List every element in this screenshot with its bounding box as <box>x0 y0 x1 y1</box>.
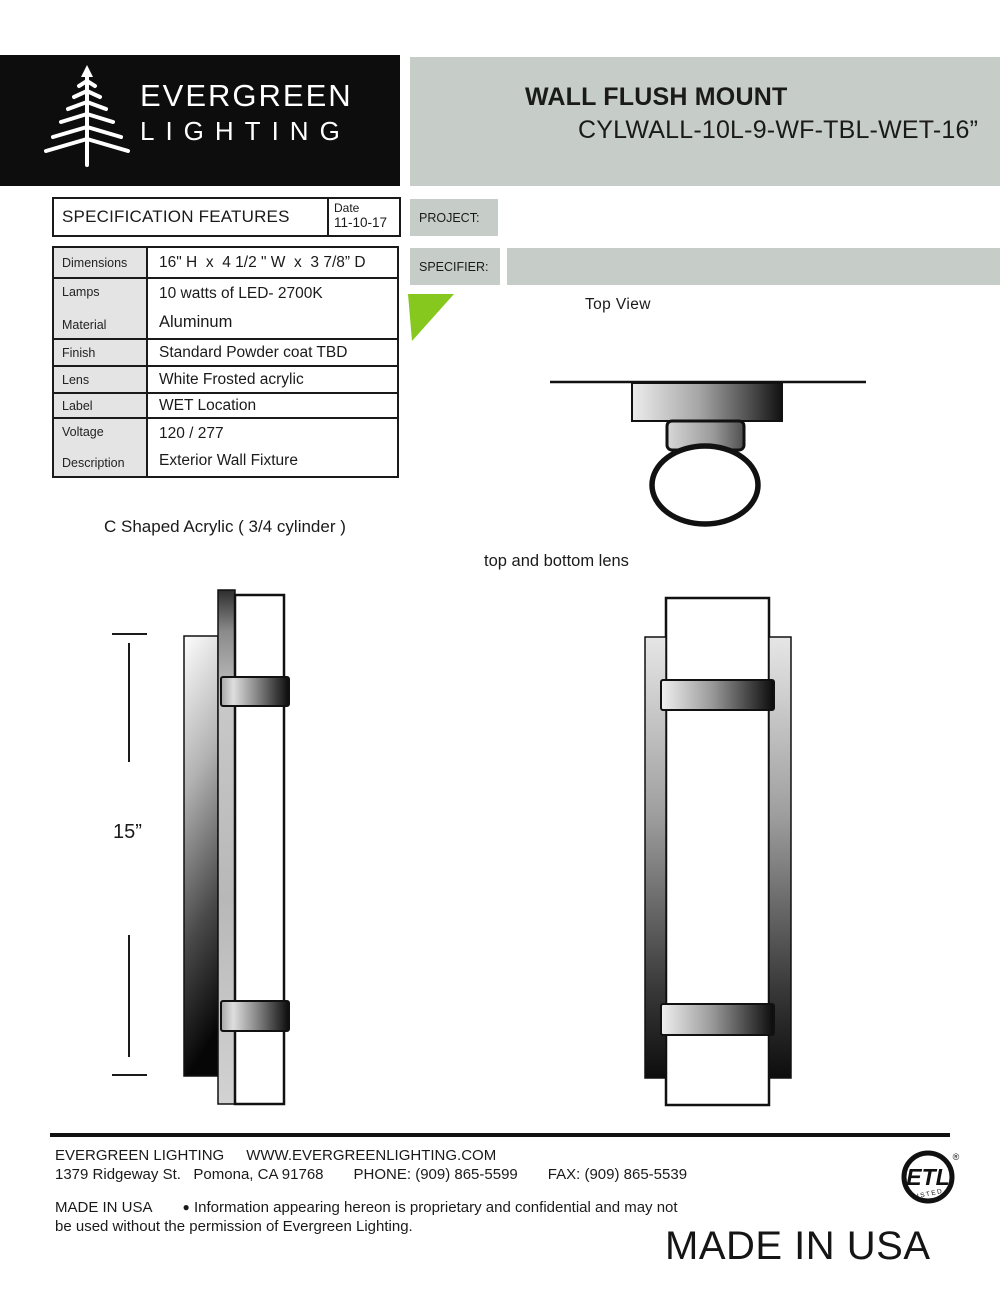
product-model-number: CYLWALL-10L-9-WF-TBL-WET-16” <box>578 116 979 144</box>
specifier-label: SPECIFIER: <box>419 259 489 274</box>
spec-label: Description <box>62 456 125 470</box>
brand-logo-box <box>0 55 400 186</box>
spec-row-voltage-description <box>54 419 397 476</box>
spec-value: 10 watts of LED- 2700K <box>159 285 323 302</box>
dimension-line-15in <box>112 634 147 1075</box>
spec-value: Exterior Wall Fixture <box>159 452 298 469</box>
project-field <box>410 199 498 236</box>
spec-label: Dimensions <box>62 255 128 270</box>
company-phone: PHONE: (909) 865-5599 <box>353 1166 518 1183</box>
registered-trademark-icon: ® <box>952 1152 960 1162</box>
spec-label: Lens <box>62 372 90 387</box>
bullet-icon: ● <box>182 1200 190 1214</box>
footer-notice-line1 <box>55 1199 678 1216</box>
brand-name-bottom: LIGHTING <box>140 116 351 147</box>
footer-company-line <box>55 1147 496 1164</box>
height-dimension-label: 15” <box>113 821 142 843</box>
mounting-plate <box>632 383 782 421</box>
spec-row-lamps-material <box>54 279 397 340</box>
made-in-usa-small: MADE IN USA <box>55 1199 153 1216</box>
product-header <box>410 57 1000 186</box>
etl-listed-logo <box>900 1148 962 1206</box>
brand-wordmark <box>140 79 353 147</box>
spec-table-title: SPECIFICATION FEATURES <box>62 207 290 226</box>
company-fax: FAX: (909) 865-5539 <box>547 1166 688 1183</box>
brand-name-top: EVERGREEN <box>140 78 353 113</box>
spec-label: Finish <box>62 345 96 360</box>
top-band <box>221 677 289 706</box>
bottom-band <box>661 1004 774 1035</box>
front-view-drawing <box>630 590 800 1115</box>
footer-address-line <box>55 1166 687 1183</box>
specifier-field <box>410 248 500 285</box>
date-value: 11-10-17 <box>334 215 388 231</box>
product-type-title: WALL FLUSH MOUNT <box>525 83 788 111</box>
spec-value: 16" H x 4 1/2 " W x 3 7/8” D <box>159 253 366 271</box>
cylinder-lens-ellipse <box>652 446 758 524</box>
project-label: PROJECT: <box>419 210 480 225</box>
lens-caption: top and bottom lens <box>484 552 629 570</box>
notice-text-1: Information appearing hereon is proprietary and confidential and may not <box>193 1199 678 1216</box>
specifier-entry-bar <box>507 248 1000 285</box>
notice-text-2: be used without the permission of Evergreen Lighting. <box>55 1218 413 1235</box>
date-label: Date <box>334 201 360 215</box>
spec-label: Label <box>62 398 93 413</box>
spec-row-dimensions <box>54 248 397 279</box>
top-view-drawing <box>540 372 880 532</box>
etl-mark-text: ETL <box>906 1164 950 1190</box>
spec-value: 120 / 277 <box>159 425 224 442</box>
footer-notice-line2 <box>55 1218 413 1235</box>
spec-table-body <box>52 246 399 478</box>
spec-value: Aluminum <box>159 313 233 331</box>
spec-value: WET Location <box>159 396 257 414</box>
company-website: WWW.EVERGREENLIGHTING.COM <box>246 1147 497 1164</box>
spec-date-cell <box>327 199 399 235</box>
made-in-usa-large: MADE IN USA <box>665 1224 931 1268</box>
etl-listed-text: LISTED <box>911 1187 944 1202</box>
spec-row-lens <box>54 367 397 394</box>
spec-row-label <box>54 394 397 419</box>
spec-row-finish <box>54 340 397 367</box>
top-view-label: Top View <box>585 296 651 313</box>
spec-value: Standard Powder coat TBD <box>159 343 348 361</box>
spec-label: Material <box>62 318 107 332</box>
spec-table-header <box>52 197 401 237</box>
evergreen-tree-icon <box>40 65 134 175</box>
company-name: EVERGREEN LIGHTING <box>55 1147 225 1164</box>
spec-label: Voltage <box>62 425 104 439</box>
top-band <box>661 680 774 710</box>
footer-divider <box>50 1133 950 1137</box>
bottom-band <box>221 1001 289 1031</box>
company-address: 1379 Ridgeway St. Pomona, CA 91768 <box>55 1166 324 1183</box>
c-shape-caption: C Shaped Acrylic ( 3/4 cylinder ) <box>104 517 346 536</box>
back-plate <box>184 636 218 1076</box>
spec-label: Lamps <box>62 285 100 299</box>
side-view-drawing <box>100 580 300 1115</box>
spec-value: White Frosted acrylic <box>159 370 304 388</box>
green-corner-triangle-icon <box>408 294 454 341</box>
